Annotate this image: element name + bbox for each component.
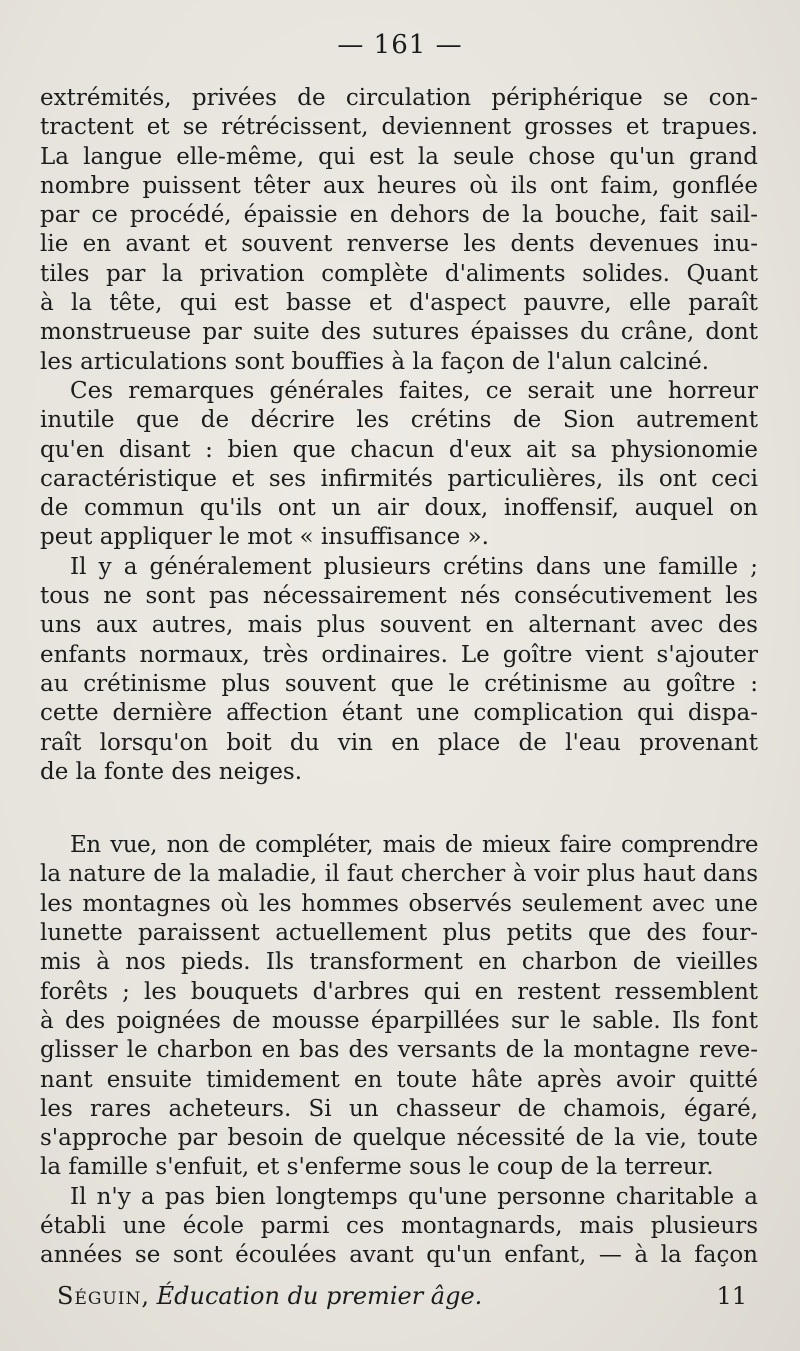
footer-signature-mark: 11	[716, 1282, 747, 1310]
text-line: les articulations sont bouffies à la façon de l'alun calciné.	[40, 348, 710, 375]
text-line: la nature de la maladie, il faut chercher à voir plus haut dans	[40, 861, 758, 888]
body-text	[40, 84, 758, 1271]
paragraph	[40, 377, 758, 553]
text-line: Ces remarques générales faites, ce serait une horreur	[70, 377, 758, 404]
text-line: de la fonte des neiges.	[40, 758, 303, 785]
text-line: caractéristique et ses infirmités particulières, ils ont ceci	[40, 465, 758, 492]
text-line: lie en avant et souvent renverse les dents devenues inu-	[40, 231, 758, 258]
text-line: établi une école parmi ces montagnards, mais plusieurs	[40, 1212, 758, 1239]
text-line: lunette paraissent actuellement plus petits que des four-	[40, 920, 758, 947]
text-line: tous ne sont pas nécessairement nés consécutivement les	[40, 583, 758, 610]
text-line: les montagnes où les hommes observés seulement avec une	[40, 890, 758, 917]
text-line: tractent et se rétrécissent, deviennent grosses et trapues.	[40, 114, 758, 141]
text-line: La langue elle-même, qui est la seule chose qu'un grand	[40, 143, 758, 170]
text-line: peut appliquer le mot « insuffisance ».	[40, 524, 489, 551]
text-line: Il n'y a pas bien longtemps qu'une personne charitable a	[70, 1183, 758, 1210]
text-line: s'approche par besoin de quelque nécessité de la vie, toute	[40, 1125, 758, 1152]
text-line: raît lorsqu'on boit du vin en place de l'eau provenant	[40, 729, 758, 756]
text-line: années se sont écoulées avant qu'un enfant, — à la façon	[40, 1242, 758, 1269]
footer-title: Éducation du premier âge.	[156, 1282, 483, 1310]
text-line: au crétinisme plus souvent que le crétinisme au goître :	[40, 670, 758, 697]
paragraph	[40, 831, 758, 1183]
text-line: cette dernière affection étant une complication qui dispa-	[40, 700, 758, 727]
text-line: uns aux autres, mais plus souvent en alternant avec des	[40, 612, 758, 639]
footer-author: Séguin	[57, 1282, 142, 1310]
text-line: qu'en disant : bien que chacun d'eux ait sa physionomie	[40, 436, 758, 463]
footer-signature	[57, 1282, 482, 1310]
text-line: glisser le charbon en bas des versants de la montagne reve-	[40, 1037, 758, 1064]
text-line: nombre puissent têter aux heures où ils ont faim, gonflée	[40, 172, 758, 199]
text-line: enfants normaux, très ordinaires. Le goître vient s'ajouter	[40, 641, 758, 668]
paragraph	[40, 84, 758, 377]
text-line: extrémités, privées de circulation périphérique se con-	[40, 85, 758, 111]
text-line: forêts ; les bouquets d'arbres qui en restent ressemblent	[40, 978, 758, 1005]
text-line: à des poignées de mousse éparpillées sur le sable. Ils font	[40, 1007, 758, 1034]
text-line: tiles par la privation complète d'aliments solides. Quant	[40, 260, 758, 287]
text-line: par ce procédé, épaissie en dehors de la bouche, fait sail-	[40, 202, 758, 229]
text-line: les rares acheteurs. Si un chasseur de chamois, égaré,	[40, 1095, 758, 1122]
paragraph	[40, 553, 758, 787]
page-footer	[57, 1282, 747, 1310]
page-number: — 161 —	[337, 30, 463, 60]
text-line: à la tête, qui est basse et d'aspect pauvre, elle paraît	[40, 290, 758, 317]
text-line: Il y a généralement plusieurs crétins dans une famille ;	[70, 553, 758, 580]
text-line: mis à nos pieds. Ils transforment en charbon de vieilles	[40, 949, 758, 976]
text-line: de commun qu'ils ont un air doux, inoffensif, auquel on	[40, 495, 758, 522]
footer-separator: ,	[141, 1282, 157, 1310]
paragraph-gap	[40, 787, 758, 831]
text-line: monstrueuse par suite des sutures épaisses du crâne, dont	[40, 319, 758, 346]
text-line: nant ensuite timidement en toute hâte après avoir quitté	[40, 1066, 758, 1093]
paragraph	[40, 1183, 758, 1271]
text-line: inutile que de décrire les crétins de Sion autrement	[40, 407, 758, 434]
text-line: En vue, non de compléter, mais de mieux faire comprendre	[70, 832, 758, 859]
text-line: la famille s'enfuit, et s'enferme sous le coup de la terreur.	[40, 1154, 714, 1181]
